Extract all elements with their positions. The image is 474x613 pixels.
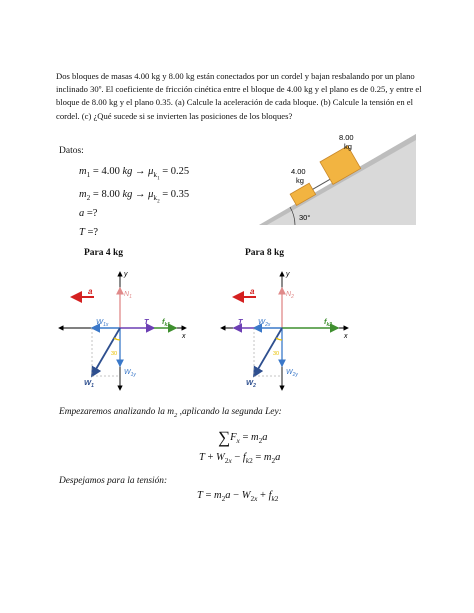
para4-label: Para 4 kg xyxy=(84,248,124,258)
svg-text:N1: $N_1$ xyxy=(124,291,132,300)
angle-label: 30° xyxy=(299,213,311,222)
svg-text:W1y: $W_{1y}$ xyxy=(124,369,136,378)
fbd-8kg xyxy=(220,262,360,392)
svg-text:W2: $W_2$ xyxy=(246,378,256,389)
svg-text:x: x xyxy=(344,333,348,340)
svg-text:W1: $W_1$ xyxy=(84,378,94,389)
svg-text:30: 30 xyxy=(111,351,118,357)
svg-text:N2: $N_2$ xyxy=(286,291,294,300)
analysis-text: Empezaremos analizando la $m_2$ ,aplicando la segunda Ley: xyxy=(59,407,282,419)
eq-t: T =? xyxy=(79,227,99,238)
svg-text:W2x: $W_{2x}$ xyxy=(258,317,271,328)
para8-label: Para 8 kg xyxy=(245,248,285,258)
svg-text:T: T xyxy=(238,317,243,326)
svg-text:W2y: $W_{2y}$ xyxy=(286,369,298,378)
block-large-label-2: kg xyxy=(344,142,352,151)
svg-text:T: T xyxy=(144,317,149,326)
svg-text:x: x xyxy=(182,333,186,340)
svg-text:fk1: $f_{k1}$ xyxy=(162,317,171,328)
eq-m1: $m_1 = 4.00$ kg → $\mu_{k_1} = 0.25$ xyxy=(79,166,190,182)
despejo-text: Despejamos para la tensión: xyxy=(59,476,168,486)
block-large-label-1: 8.00 xyxy=(339,133,354,142)
incline-figure xyxy=(255,128,420,228)
svg-text:y: y xyxy=(286,271,290,278)
eq-m2: $m_2 = 8.00$ kg → $\mu_{k_2} = 0.35$ xyxy=(79,189,190,205)
svg-text:fk2: $f_{k2}$ xyxy=(324,317,333,328)
tension-solution-equation: $T = m_2a - W_{2x} + f_{k2}$ xyxy=(197,490,279,504)
svg-text:W1x: $W_{1x}$ xyxy=(96,317,109,328)
angle-arc xyxy=(114,338,120,340)
angle-arc xyxy=(276,338,282,340)
svg-text:a: a xyxy=(88,287,93,296)
tension-force-equation: $T + W_{2x} - f_{k2} = m_2a$ xyxy=(199,452,281,466)
svg-text:a: a xyxy=(250,287,255,296)
svg-text:y: y xyxy=(124,271,128,278)
problem-statement: Dos bloques de masas 4.00 kg y 8.00 kg están conectados por un cordel y bajan resbalando por un plano inclinado 30º. El coeficiente de fricción cinética entre el bloque de 4.00 kg y el plano es de 0.25, y entre el bloque de 8.00 kg y el plano 0.35. (a) Calcule la aceleración de cada bloque. (b) Calcule la tensión en el cordel. (c) ¿Qué sucede si se invierten las posiciones de los bloques? xyxy=(56,71,422,121)
datos-label: Datos: xyxy=(59,146,84,156)
sum-forces-equation: $\sum F_x = m_2a$ xyxy=(218,428,268,447)
svg-text:30: 30 xyxy=(273,351,280,357)
fbd-4kg xyxy=(58,262,198,392)
block-small-label-2: kg xyxy=(296,176,304,185)
eq-a: a =? xyxy=(79,208,98,219)
block-small-label-1: 4.00 xyxy=(291,167,306,176)
